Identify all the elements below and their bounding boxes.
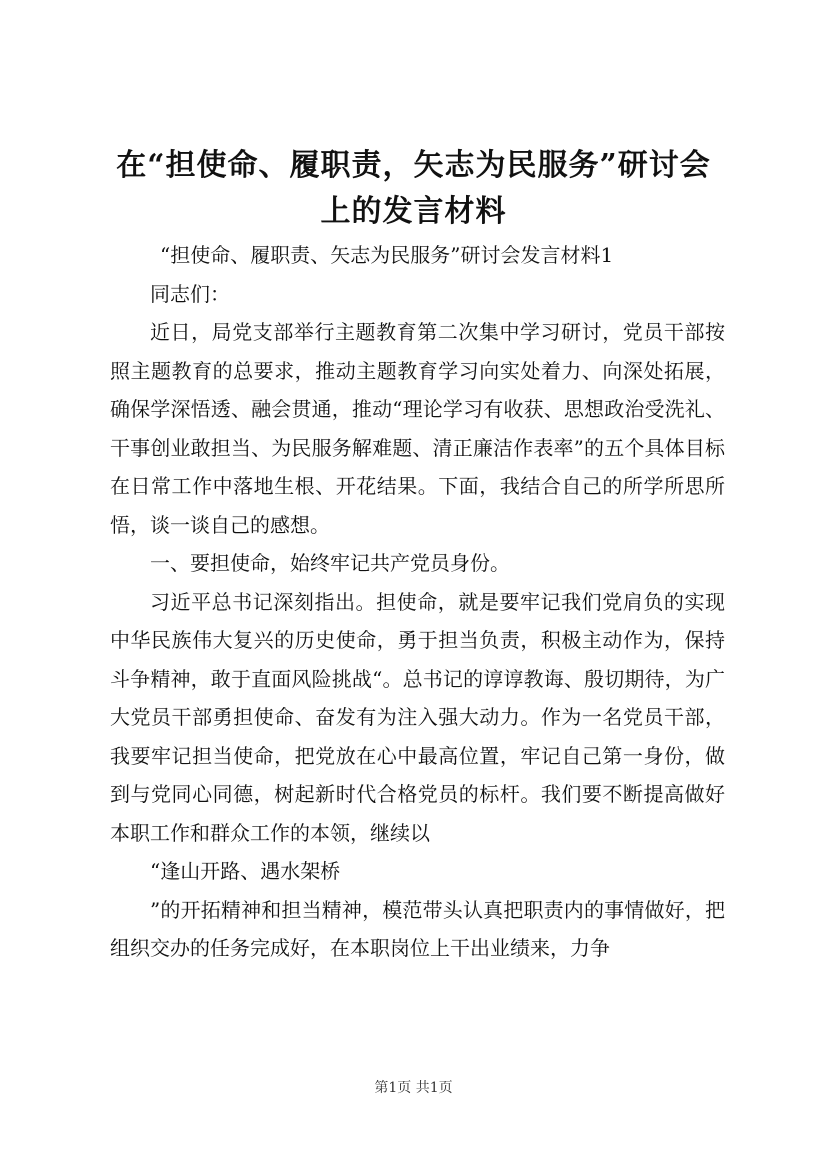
document-subtitle: “担使命、履职责、矢志为民服务”研讨会发言材料1	[160, 243, 614, 267]
page-number-text: 第1页 共1页	[374, 1080, 453, 1096]
title-line-1: 在“担使命、履职责，矢志为民服务”研讨会	[116, 148, 711, 183]
section-heading: 一、要担使命，始终牢记共产党员身份。	[150, 551, 510, 575]
title-line-2: 上的发言材料	[320, 194, 507, 229]
page-footer	[0, 1077, 827, 1097]
paragraph: 习近平总书记深刻指出。担使命，就是要牢记我们党肩负的实现中华民族伟大复兴的历史使命，勇于担当负责，积极主动作为，保持斗争精神，敢于直面风险挑战“。总书记的谆谆教诲、殷切期待，为广大党员干部勇担使命、奋发有为注入强大动力。作为一名党员干部，我要牢记担当使命，把党放在心中最高位置，牢记自己第一身份，做到与党同心同德，树起新时代合格党员的标杆。我们要不断提高做好本职工作和群众工作的本领，继续以	[110, 589, 725, 845]
document-title	[90, 143, 737, 235]
salutation: 同志们：	[150, 281, 230, 306]
quote-line: “逢山开路、遇水架桥	[150, 859, 341, 883]
paragraph: ”的开拓精神和担当精神，模范带头认真把职责内的事情做好，把组织交办的任务完成好，在本职岗位上干出业绩来，力争	[110, 897, 725, 960]
document-body	[110, 236, 725, 968]
paragraph: 近日，局党支部举行主题教育第二次集中学习研讨，党员干部按照主题教育的总要求，推动主题教育学习向实处着力、向深处拓展，确保学深悟透、融会贯通，推动“理论学习有收获、思想政治受洗礼、干事创业敢担当、为民服务解难题、清正廉洁作表率”的五个具体目标在日常工作中落地生根、开花结果。下面，我结合自己的所学所思所悟，谈一谈自己的感想。	[110, 320, 725, 537]
